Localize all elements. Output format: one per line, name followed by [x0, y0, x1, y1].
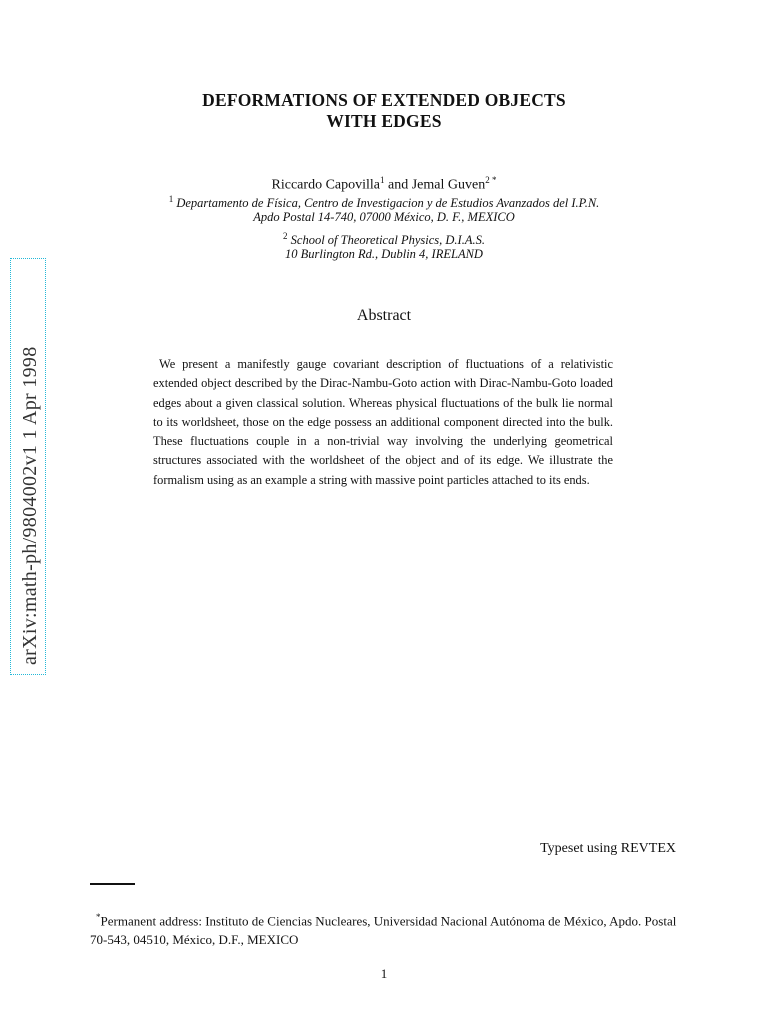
affiliation-mark: 1	[168, 194, 174, 204]
affiliation-mark: 2	[283, 231, 288, 241]
footnote-mark: *	[96, 912, 101, 922]
affiliation-text: Apdo Postal 14-740, 07000 México, D. F., MEXICO	[253, 210, 515, 224]
arxiv-identifier: arXiv:math-ph/9804002v1 1 Apr 1998	[19, 346, 41, 665]
paper-title	[0, 90, 768, 132]
affiliation-line	[0, 245, 768, 263]
abstract-heading: Abstract	[356, 307, 412, 324]
abstract-body: We present a manifestly gauge covariant description of fluctuations of a relativistic extended object described by the Dirac-Nambu-Goto action with Dirac-Nambu-Goto loaded edges about a given classical solution. Whereas physical fluctuations of the bulk lie normal to its worldsheet, those on the edge possess an additional component directed into the bulk. These fluctuations couple in a non-trivial way involving the underlying geometrical structures associated with the worldsheet of the object and of its edge. We illustrate the formalism using as an example a string with massive point particles attached to its ends.	[153, 357, 613, 487]
footnote-rule	[90, 883, 135, 885]
footnote	[90, 908, 690, 949]
author-conjunction: and	[384, 177, 412, 193]
affiliation-text: School of Theoretical Physics, D.I.A.S.	[290, 233, 485, 248]
title-line-2: WITH EDGES	[326, 111, 442, 131]
author-1-mark: 1	[380, 175, 385, 185]
affiliation-text: Departamento de Física, Centro de Investigacion y de Estudios Avanzados del I.P.N.	[176, 196, 600, 211]
author-1: Riccardo Capovilla	[271, 177, 380, 193]
title-line-1: DEFORMATIONS OF EXTENDED OBJECTS	[202, 90, 566, 110]
affiliation-line	[0, 208, 768, 226]
page-number: 1	[380, 966, 388, 981]
author-2-mark: 2 *	[485, 175, 497, 185]
footnote-text: Permanent address: Instituto de Ciencias Nucleares, Universidad Nacional Autónoma de México, Apdo. Postal 70-543, 04510, México, D.F., MEXICO	[90, 913, 677, 948]
affiliation-text: 10 Burlington Rd., Dublin 4, IRELAND	[285, 247, 483, 261]
author-2: Jemal Guven	[411, 177, 486, 193]
typeset-note: Typeset using REVTEX	[540, 841, 676, 856]
